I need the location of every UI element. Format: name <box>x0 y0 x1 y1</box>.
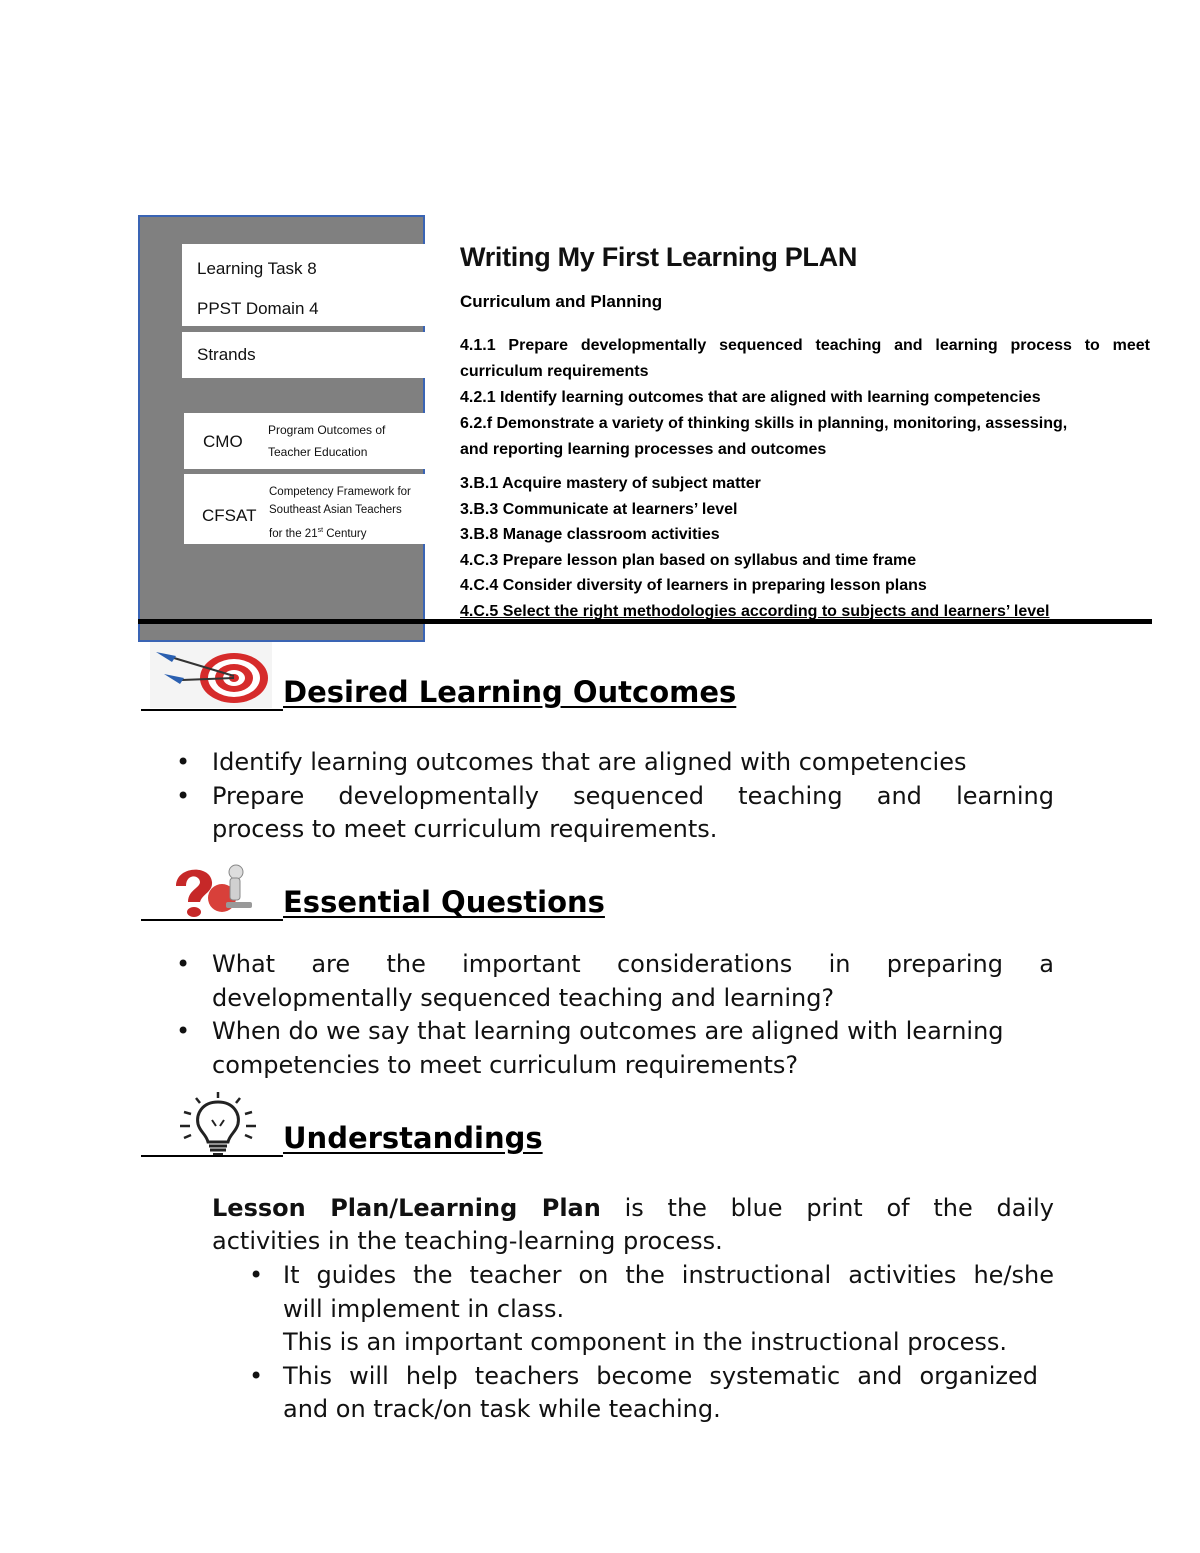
cmo-box <box>184 413 426 469</box>
competency-item: 4.C.5 Select the right methodologies according to subjects and learners’ level <box>460 602 1050 620</box>
question-mark-icon <box>166 858 262 920</box>
ppst-domain-label: PPST Domain 4 <box>197 299 319 318</box>
list-item: • When do we say that learning outcomes are aligned with learning <box>176 1017 1004 1045</box>
competency-item: 4.2.1 Identify learning outcomes that are aligned with learning competencies <box>460 389 1041 406</box>
essential-questions-title: Essential Questions <box>283 885 605 919</box>
competency-item: 3.B.8 Manage classroom activities <box>460 526 720 543</box>
competency-item: 3.B.1 Acquire mastery of subject matter <box>460 475 761 492</box>
competency-item: 3.B.3 Communicate at learners’ level <box>460 500 738 518</box>
understandings-list <box>249 1259 1054 1427</box>
cfsat-acronym: CFSAT <box>202 506 257 525</box>
strands-box <box>182 332 426 378</box>
cfsat-description-line3: for the 21st Century <box>269 527 367 540</box>
page-title: Writing My First Learning PLAN <box>460 242 858 272</box>
header-divider <box>138 619 1152 624</box>
understandings-intro-line1: Lesson Plan/Learning Plan is the blue print of the daily <box>212 1194 1054 1222</box>
competency-list-cfsat <box>460 471 1150 624</box>
cfsat-description <box>269 483 411 543</box>
list-item: • Prepare developmentally sequenced teaching and learning <box>176 781 1054 810</box>
cmo-description-line1: Program Outcomes of <box>268 423 386 437</box>
competency-item: 4.C.3 Prepare lesson plan based on syllabus and time frame <box>460 551 917 569</box>
cmo-description <box>268 419 385 463</box>
understandings-title: Understandings <box>283 1121 543 1155</box>
list-item-continuation: will implement in class. <box>283 1294 565 1323</box>
task-label-box <box>182 244 426 326</box>
lightbulb-icon <box>168 1090 268 1156</box>
list-item-continuation: and on track/on task while teaching. <box>283 1395 721 1423</box>
list-item-continuation: process to meet curriculum requirements. <box>212 815 718 843</box>
list-item: • Identify learning outcomes that are aligned with competencies <box>176 748 967 776</box>
cfsat-description-line2: Southeast Asian Teachers <box>269 504 402 516</box>
desired-outcomes-title: Desired Learning Outcomes <box>283 675 737 709</box>
list-item: • It guides the teacher on the instructional activities he/she <box>249 1261 1054 1289</box>
list-item: • This will help teachers become systematic and organized <box>249 1361 1038 1390</box>
competency-item: 4.C.4 Consider diversity of learners in preparing lesson plans <box>460 577 927 594</box>
list-item-continuation: This is an important component in the instructional process. <box>283 1328 1008 1356</box>
competency-list-ppst <box>460 333 1150 463</box>
desired-outcomes-list <box>176 746 1054 847</box>
strands-label: Strands <box>197 345 256 364</box>
list-item-continuation: developmentally sequenced teaching and learning? <box>212 983 835 1012</box>
section-rule <box>141 709 283 711</box>
competency-item: 6.2.f Demonstrate a variety of thinking skills in planning, monitoring, assessing, <box>460 415 1068 432</box>
section-rule <box>141 1155 283 1157</box>
competency-item: and reporting learning processes and outcomes <box>460 441 827 458</box>
learning-task-label: Learning Task 8 <box>197 259 317 278</box>
competency-item: 4.1.1 Prepare developmentally sequenced teaching and learning process to meet <box>460 337 1150 354</box>
page-subtitle: Curriculum and Planning <box>460 292 663 311</box>
target-icon <box>150 642 272 708</box>
cfsat-description-line1: Competency Framework for <box>269 486 411 498</box>
cfsat-box <box>184 474 426 544</box>
cmo-description-line2: Teacher Education <box>268 445 368 459</box>
competency-item: curriculum requirements <box>460 363 649 380</box>
list-item: • What are the important considerations in preparing a <box>176 950 1054 978</box>
section-rule <box>141 919 283 921</box>
cmo-acronym: CMO <box>203 432 243 451</box>
understandings-intro-line2: activities in the teaching-learning process. <box>212 1227 723 1255</box>
list-item-continuation: competencies to meet curriculum requirements? <box>212 1050 799 1079</box>
essential-questions-list <box>176 948 1054 1082</box>
